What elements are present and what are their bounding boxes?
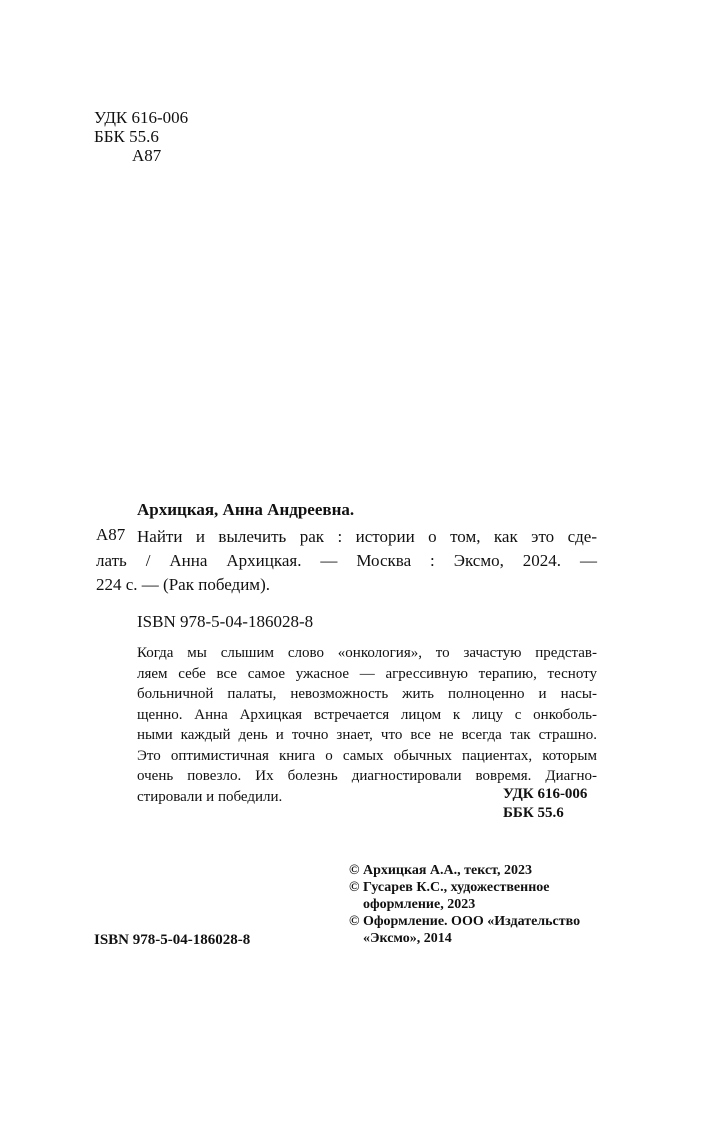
copyright-line: © Гусарев К.С., художественное	[349, 880, 550, 895]
annotation	[137, 643, 597, 807]
bbk-code: ББК 55.6	[94, 127, 159, 146]
isbn-catalog: ISBN 978-5-04-186028-8	[137, 612, 314, 631]
annotation-line: щенно. Анна Архицкая встречается лицом к лицу с онкоболь-	[137, 706, 597, 723]
description-line: 224 с. — (Рак победим).	[96, 575, 270, 594]
annotation-line: Когда мы слышим слово «онкология», то зачастую представ-	[137, 645, 597, 661]
annotation-line: ными каждый день и точно знает, что все не всегда так страшно.	[137, 727, 597, 743]
annotation-line: стировали и победили.	[137, 788, 283, 805]
annotation-line: очень повезло. Их болезнь диагностировали вовремя. Диагно-	[137, 768, 597, 784]
isbn-bottom: ISBN 978-5-04-186028-8	[94, 932, 251, 948]
copyright-line: оформление, 2023	[363, 897, 476, 912]
catalog-author-mark: А87	[96, 525, 126, 544]
udk-code-bottom: УДК 616-006	[503, 786, 588, 802]
copyright-line: © Архицкая А.А., текст, 2023	[349, 863, 532, 878]
description-line: Найти и вылечить рак : истории о том, как это сде-	[137, 527, 597, 546]
author-heading: Архицкая, Анна Андреевна.	[137, 500, 355, 519]
description-line: лать / Анна Архицкая. — Москва : Эксмо, 2024. —	[96, 551, 597, 570]
copyright-line: © Оформление. ООО «Издательство	[349, 914, 581, 929]
bbk-code-bottom: ББК 55.6	[503, 805, 564, 821]
copyright-block	[349, 862, 580, 947]
author-mark: А87	[132, 146, 162, 165]
classification-block-top	[94, 108, 188, 165]
udk-code: УДК 616-006	[94, 108, 189, 127]
annotation-line: ляем себе все самое ужасное — агрессивную терапию, тесноту	[137, 665, 597, 682]
classification-block-bottom	[503, 785, 587, 823]
annotation-line: Это оптимистичная книга о самых обычных пациентах, которым	[137, 747, 597, 764]
annotation-line: больничной палаты, невозможность жить полноценно и насы-	[137, 686, 597, 702]
copyright-line: «Эксмо», 2014	[363, 931, 452, 946]
